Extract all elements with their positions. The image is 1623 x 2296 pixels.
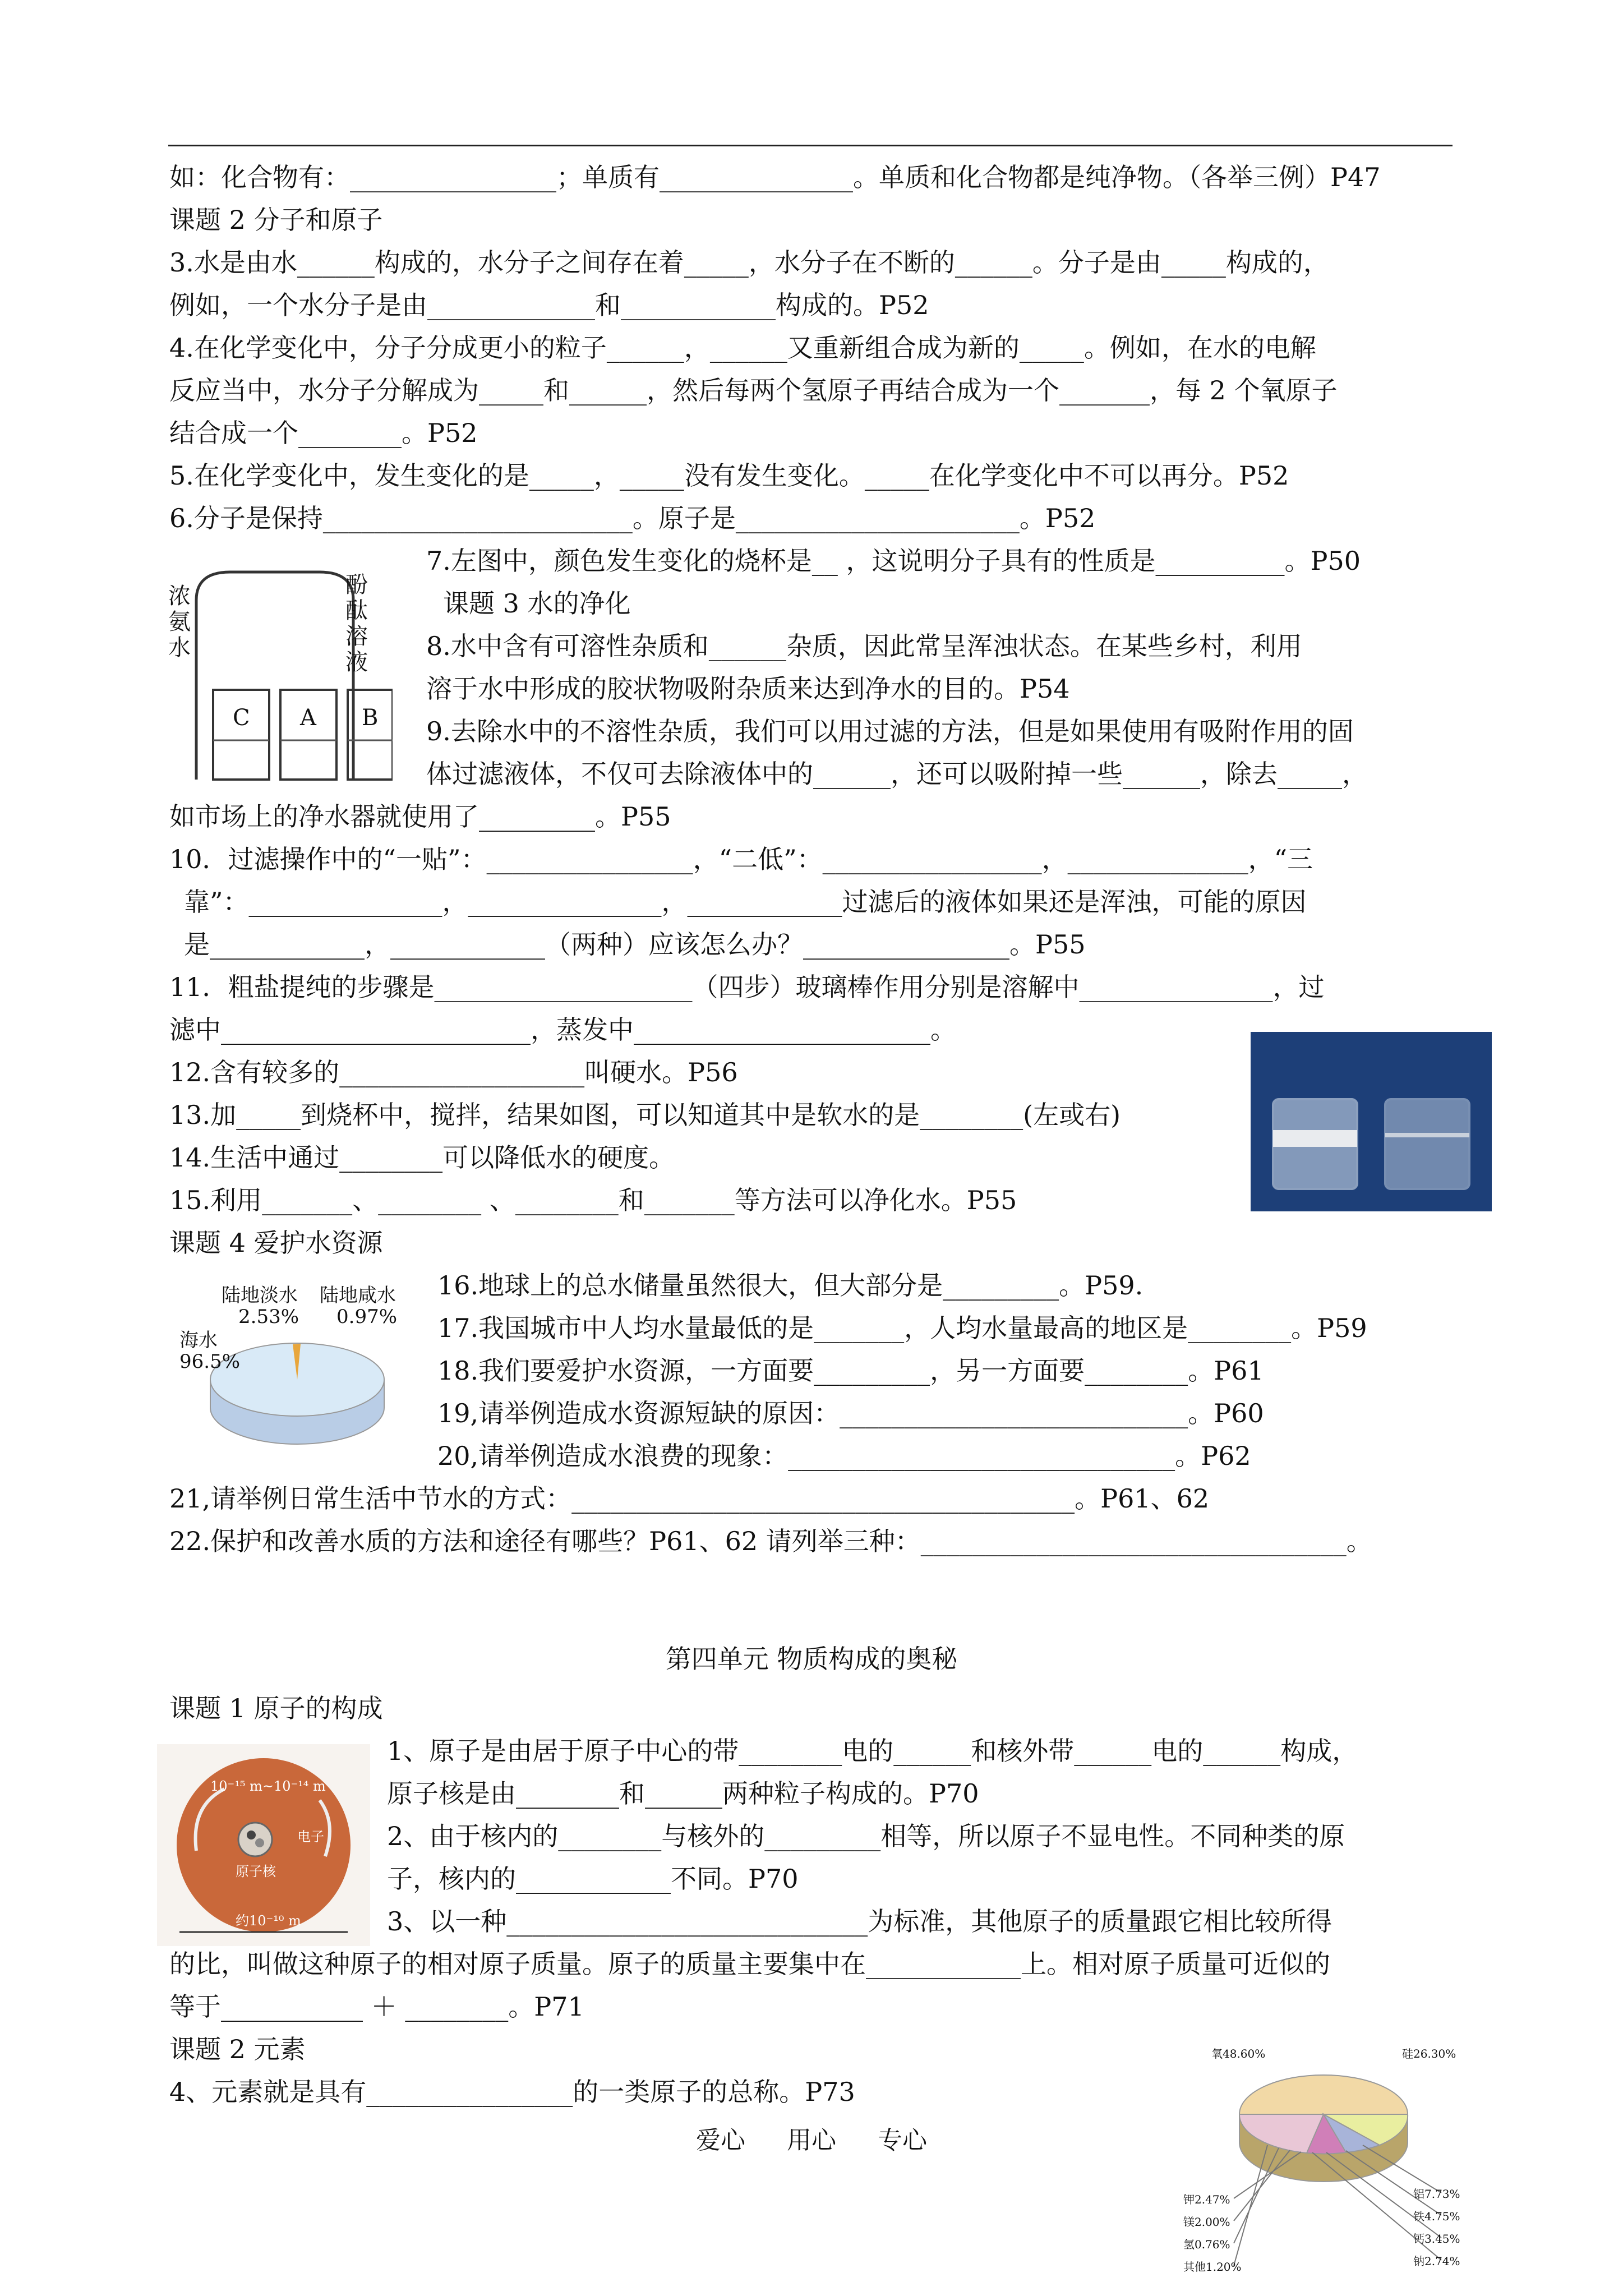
pie-value-sea: 96.5% (179, 1350, 241, 1373)
footer-text: 爱心 (696, 2126, 745, 2155)
question-line: 溶于水中形成的胶状物吸附杂质来达到净水的目的。P54 (426, 674, 1070, 704)
section-heading: 课题 2 元素 (169, 2034, 306, 2064)
section-heading: 课题 4 爱护水资源 (169, 1228, 383, 1258)
beaker-diagram (168, 561, 393, 785)
question-line: 15.利用_______、________ 、________和_______等方法可以净化水。P55 (169, 1185, 1017, 1215)
atom-size-label: 约10⁻¹⁰ m (236, 1913, 301, 1929)
atom-nucleus-size-label: 10⁻¹⁵ m~10⁻¹⁴ m (210, 1778, 326, 1794)
question-line: 的比，叫做这种原子的相对原子质量。原子的质量主要集中在____________上。相对原子质量可近似的 (169, 1949, 1330, 1979)
question-line: 3.水是由水______构成的，水分子之间存在着_____，水分子在不断的______。分子是由_____构成的， (169, 247, 1329, 278)
header-rule (168, 145, 1453, 146)
question-line: 结合成一个________。P52 (169, 418, 478, 448)
unit-title: 第四单元 物质构成的奥秘 (665, 1644, 958, 1674)
element-label-silicon: 硅26.30% (1402, 2047, 1456, 2060)
question-line: 5.在化学变化中，发生变化的是_____，_____没有发生变化。_____在化学变化中不可以再分。P52 (169, 460, 1289, 491)
beaker-c-label: C (233, 705, 250, 731)
water-glasses-photo (1251, 1032, 1492, 1211)
question-line: 4、元素就是具有________________的一类原子的总称。P73 (169, 2077, 855, 2107)
line-compounds-elements: 如：化合物有：________________；单质有_______________。单质和化合物都是纯净物。（各举三例）P47 (169, 162, 1381, 192)
element-label-potassium: 钾2.47% (1183, 2193, 1230, 2206)
beaker-b-label: B (362, 705, 379, 731)
question-line: 是____________，____________（两种）应该怎么办？________________。P55 (184, 929, 1086, 960)
question-line: 如市场上的净水器就使用了_________。P55 (169, 801, 671, 832)
question-line: 子，核内的____________不同。P70 (387, 1864, 799, 1894)
element-label-iron: 铁4.75% (1413, 2210, 1460, 2223)
question-line: 6.分子是保持________________________。原子是______________________。P52 (169, 503, 1096, 533)
pie-value-fresh: 2.53% (238, 1306, 299, 1328)
pie-value-saline: 0.97% (336, 1306, 398, 1328)
section-heading: 课题 3 水的净化 (443, 588, 631, 619)
question-line: 3、以一种____________________________为标准，其他原子的质量跟它相比较所得 (387, 1906, 1332, 1937)
element-label-calcium: 钙3.45% (1413, 2232, 1460, 2246)
element-label-other: 其他1.20% (1183, 2260, 1242, 2274)
question-line: 22.保护和改善水质的方法和途径有哪些？P61、62 请列举三种：_________________________________。 (169, 1526, 1372, 1556)
question-line: 例如，一个水分子是由_____________和____________构成的。P52 (169, 290, 929, 320)
question-line: 20,请举例造成水浪费的现象：______________________________。P62 (437, 1441, 1251, 1471)
pie-label-saline: 陆地咸水 (320, 1284, 396, 1307)
pie-label-sea: 海水 (179, 1329, 218, 1352)
pie-label-fresh: 陆地淡水 (222, 1284, 298, 1307)
element-label-magnesium: 镁2.00% (1183, 2215, 1230, 2229)
atom-electron-label: 电子 (297, 1829, 324, 1845)
crust-elements-pie (1178, 2030, 1469, 2294)
atom-structure-figure (157, 1744, 370, 1946)
question-line: 2、由于核内的________与核外的_________相等，所以原子不显电性。不同种类的原 (387, 1821, 1345, 1851)
question-line: 原子核是由________和______两种粒子构成的。P70 (387, 1778, 979, 1809)
question-line: 13.加_____到烧杯中，搅拌，结果如图，可以知道其中是软水的是________(左或右) (169, 1100, 1121, 1130)
beaker-a-label: A (300, 705, 316, 731)
question-line: 滤中________________________，蒸发中_______________________。 (169, 1015, 956, 1045)
question-line: 体过滤液体，不仅可去除液体中的______，还可以吸附掉一些______，除去_____， (426, 759, 1368, 789)
beaker-label-left: 浓氨水 (168, 583, 191, 661)
question-line: 靠”：_______________，_______________，____________过滤后的液体如果还是浑浊，可能的原因 (184, 887, 1307, 917)
footer-text: 用心 (787, 2126, 836, 2155)
element-label-sodium: 钠2.74% (1413, 2254, 1460, 2268)
question-line: 反应当中，水分子分解成为_____和______，然后每两个氢原子再结合成为一个_______，每 2 个氧原子 (169, 375, 1338, 405)
atom-nucleus-label: 原子核 (236, 1864, 276, 1879)
question-line: 等于___________ ＋ ________。P71 (169, 1991, 584, 2022)
footer-text: 专心 (878, 2126, 927, 2155)
element-label-aluminum: 铝7.73% (1413, 2187, 1460, 2201)
question-line: 12.含有较多的___________________叫硬水。P56 (169, 1057, 738, 1087)
water-distribution-pie (168, 1267, 426, 1458)
question-line: 18.我们要爱护水资源，一方面要_________，另一方面要________。P61 (437, 1356, 1264, 1386)
question-line: 21,请举例日常生活中节水的方式：_______________________________________。P61、62 (169, 1483, 1210, 1514)
question-line: 1、原子是由居于原子中心的带________电的______和核外带______电的______构成， (387, 1736, 1358, 1766)
element-label-oxygen: 氧48.60% (1211, 2047, 1266, 2060)
question-line: 17.我国城市中人均水量最低的是_______，人均水量最高的地区是________。P59 (437, 1313, 1367, 1343)
question-line: 8.水中含有可溶性杂质和______杂质，因此常呈浑浊状态。在某些乡村，利用 (426, 631, 1302, 661)
section-heading: 课题 1 原子的构成 (169, 1693, 383, 1723)
question-line: 9.去除水中的不溶性杂质，我们可以用过滤的方法，但是如果使用有吸附作用的固 (426, 716, 1354, 746)
page-footer (0, 2120, 1623, 2156)
question-line: 4.在化学变化中，分子分成更小的粒子______，______又重新组合成为新的_____。例如，在水的电解 (169, 333, 1316, 363)
question-line: 11．粗盐提纯的步骤是____________________（四步）玻璃棒作用分别是溶解中_______________，过 (169, 972, 1325, 1002)
question-line: 16.地球上的总水储量虽然很大，但大部分是_________。P59. (437, 1270, 1144, 1301)
question-line: 10．过滤操作中的“一贴”：________________，“二低”：_________________，______________，“三 (169, 844, 1313, 874)
question-line: 19,请举例造成水资源短缺的原因：___________________________。P60 (437, 1398, 1264, 1428)
question-line: 14.生活中通过________可以降低水的硬度。 (169, 1142, 675, 1173)
element-label-hydrogen: 氢0.76% (1183, 2238, 1230, 2251)
beaker-label-right: 酚酞溶液 (345, 572, 368, 675)
question-line: 7.左图中，颜色发生变化的烧杯是__ ，这说明分子具有的性质是__________。P50 (426, 546, 1361, 576)
glasses-image (1251, 1032, 1492, 1211)
section-heading: 课题 2 分子和原子 (169, 205, 383, 235)
